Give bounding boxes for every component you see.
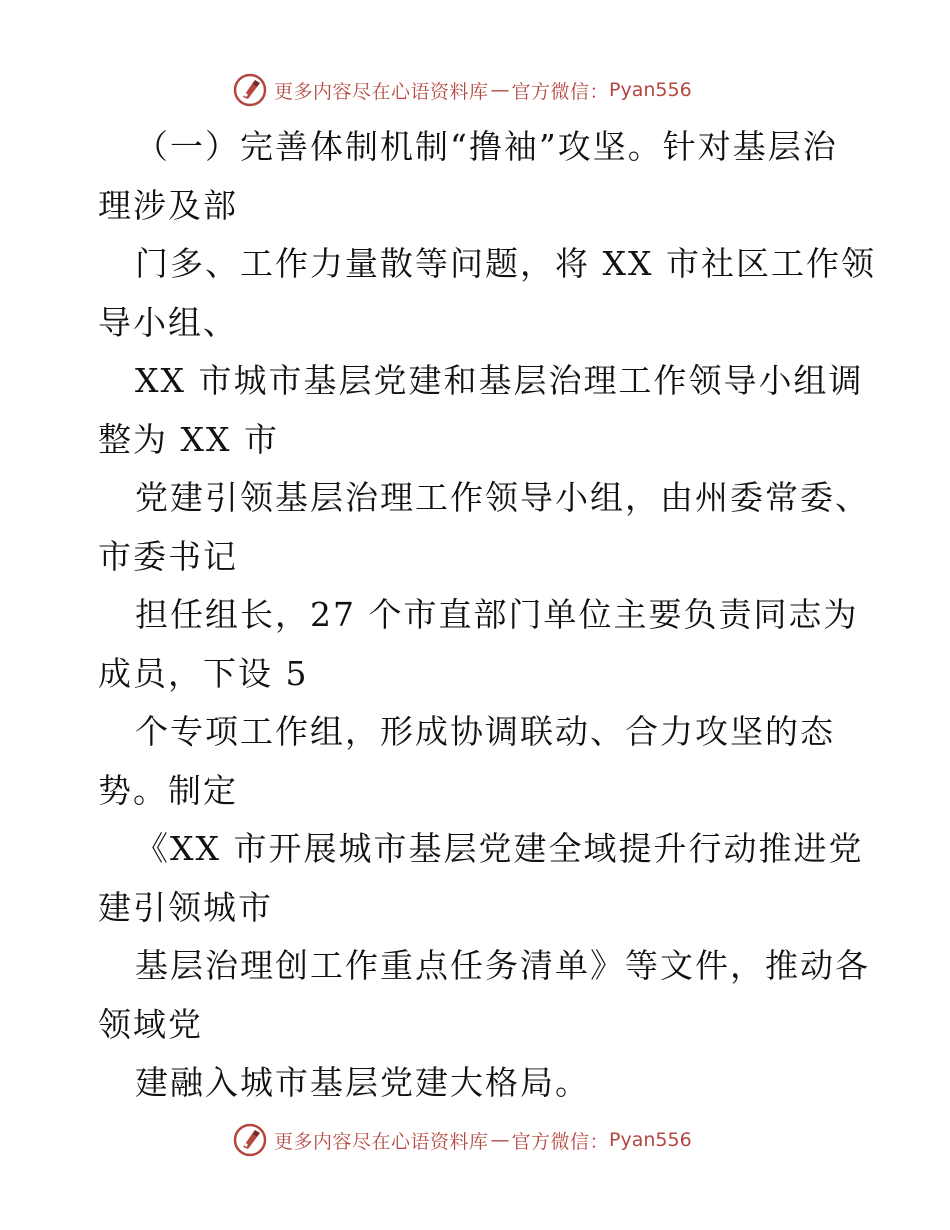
body-line: 整为 XX 市	[98, 419, 279, 459]
watermark-separator: —	[490, 79, 510, 101]
body-line: （一）完善体制机制“撸袖”攻坚。针对基层治	[135, 127, 838, 166]
footer-watermark	[232, 1120, 692, 1160]
body-line: 门多、工作力量散等问题，将 XX 市社区工作领	[135, 244, 876, 283]
watermark-text: 更多内容尽在心语资料库	[274, 80, 489, 103]
body-line: 《XX 市开展城市基层党建全域提升行动推进党	[135, 829, 864, 868]
body-line: 党建引领基层治理工作领导小组，由州委常委、	[135, 478, 870, 517]
header-watermark	[232, 70, 692, 110]
pen-nib-icon	[232, 1122, 268, 1158]
body-line: XX 市城市基层党建和基层治理工作领导小组调	[135, 361, 864, 400]
body-line: 建融入城市基层党建大格局。	[135, 1063, 590, 1102]
body-line: 建引领城市	[98, 887, 273, 927]
body-line: 势。制定	[98, 770, 238, 810]
watermark-separator: —	[490, 1129, 510, 1151]
watermark-text: 更多内容尽在心语资料库	[274, 1130, 489, 1153]
body-line: 基层治理创工作重点任务清单》等文件，推动各	[135, 946, 870, 985]
body-line: 导小组、	[98, 302, 238, 342]
body-line: 担任组长，27 个市直部门单位主要负责同志为	[135, 595, 859, 634]
watermark-suffix: 官方微信：	[511, 80, 610, 103]
watermark-suffix: 官方微信：	[511, 1130, 610, 1153]
body-line: 成员，下设 5	[98, 653, 309, 693]
body-line: 领域党	[98, 1004, 203, 1044]
watermark-id: Pyan556	[609, 79, 692, 101]
document-body	[98, 118, 878, 1113]
watermark-id: Pyan556	[609, 1129, 692, 1151]
body-line: 理涉及部	[98, 185, 238, 225]
pen-nib-icon	[232, 72, 268, 108]
body-line: 市委书记	[98, 536, 238, 576]
body-line: 个专项工作组，形成协调联动、合力攻坚的态	[135, 712, 835, 751]
